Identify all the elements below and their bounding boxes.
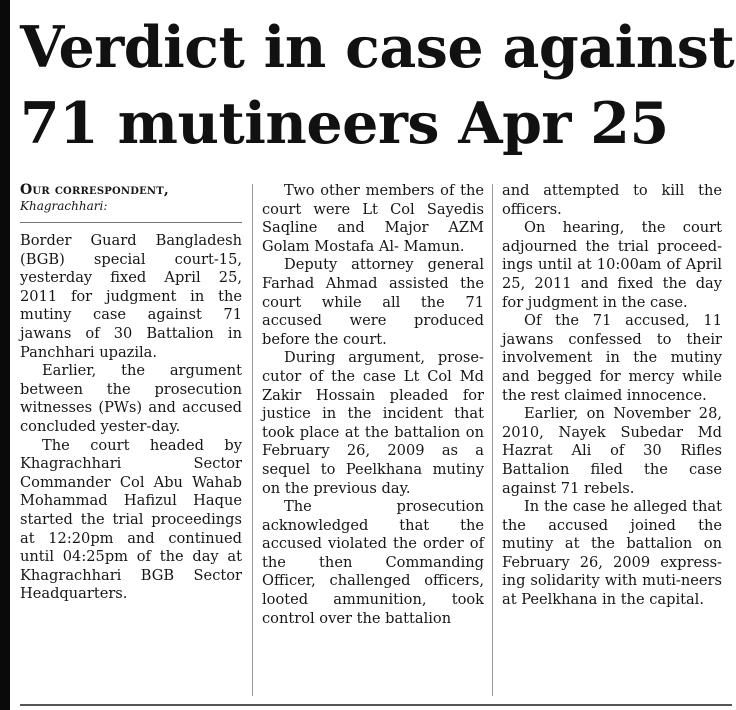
paragraph: The prosecution acknowledged that the accused violated the order of the then Commanding Officer, challenged officers, looted ammunition, took control over the battalion <box>262 498 484 627</box>
paragraph: Deputy attorney general Farhad Ahmad assisted the court while all the 71 accused were produced before the court. <box>262 256 484 348</box>
paragraph: In the case he alleged that the accused joined the mutiny at the battalion on February 26, 2009 express-ing solidarity with muti-neers at Peelkhana in the capital. <box>502 498 722 609</box>
column-divider <box>492 184 493 696</box>
headline-line-2: 71 mutineers Apr 25 <box>20 90 669 157</box>
paragraph: During argument, prose-cutor of the case Lt Col Md Zakir Hossain pleaded for justice in the incident that took place at the battalion on February 26, 2009 as a sequel to Peelkhana mutiny on the previous day. <box>262 349 484 497</box>
paragraph: The court headed by Khagrachhari Sector Commander Col Abu Wahab Mohammad Hafizul Haque started the trial proceedings at 12:20pm and continued until 04:25pm of the day at Khagrachhari BGB Sector Headquarters. <box>20 436 242 603</box>
column-divider <box>252 184 253 696</box>
paragraph: and attempted to kill the officers. <box>502 182 722 218</box>
headline <box>20 10 735 162</box>
paragraph: Earlier, the argument between the prosecution witnesses (PWs) and accused concluded yester-day. <box>20 362 242 435</box>
paragraph: Of the 71 accused, 11 jawans confessed to their involvement in the mutiny and begged for mercy while the rest claimed innocence. <box>502 312 722 404</box>
paragraph: Border Guard Bangladesh (BGB) special court-15, yesterday fixed April 25, 2011 for judgment in the mutiny case against 71 jawans of 30 Battalion in Panchhari upazila. <box>20 232 242 361</box>
headline-line-1: Verdict in case against <box>20 14 735 81</box>
article-column-1 <box>20 182 242 604</box>
article-column-2 <box>262 182 484 628</box>
paragraph: Earlier, on November 28, 2010, Nayek Subedar Md Hazrat Ali of 30 Rifles Battalion filed the case against 71 rebels. <box>502 405 722 497</box>
byline-name: Our correspondent, <box>20 182 169 198</box>
bottom-divider <box>20 704 732 706</box>
byline-divider <box>20 222 242 223</box>
article-column-3 <box>502 182 722 610</box>
paragraph: On hearing, the court adjourned the trial proceed-ings until at 10:00am of April 25, 2011 and fixed the day for judgment in the case. <box>502 219 722 311</box>
byline-place: Khagrachhari: <box>20 199 108 213</box>
paragraph: Two other members of the court were Lt Col Sayedis Saqline and Major AZM Golam Mostafa Al- Mamun. <box>262 182 484 255</box>
page-left-edge <box>0 0 10 710</box>
